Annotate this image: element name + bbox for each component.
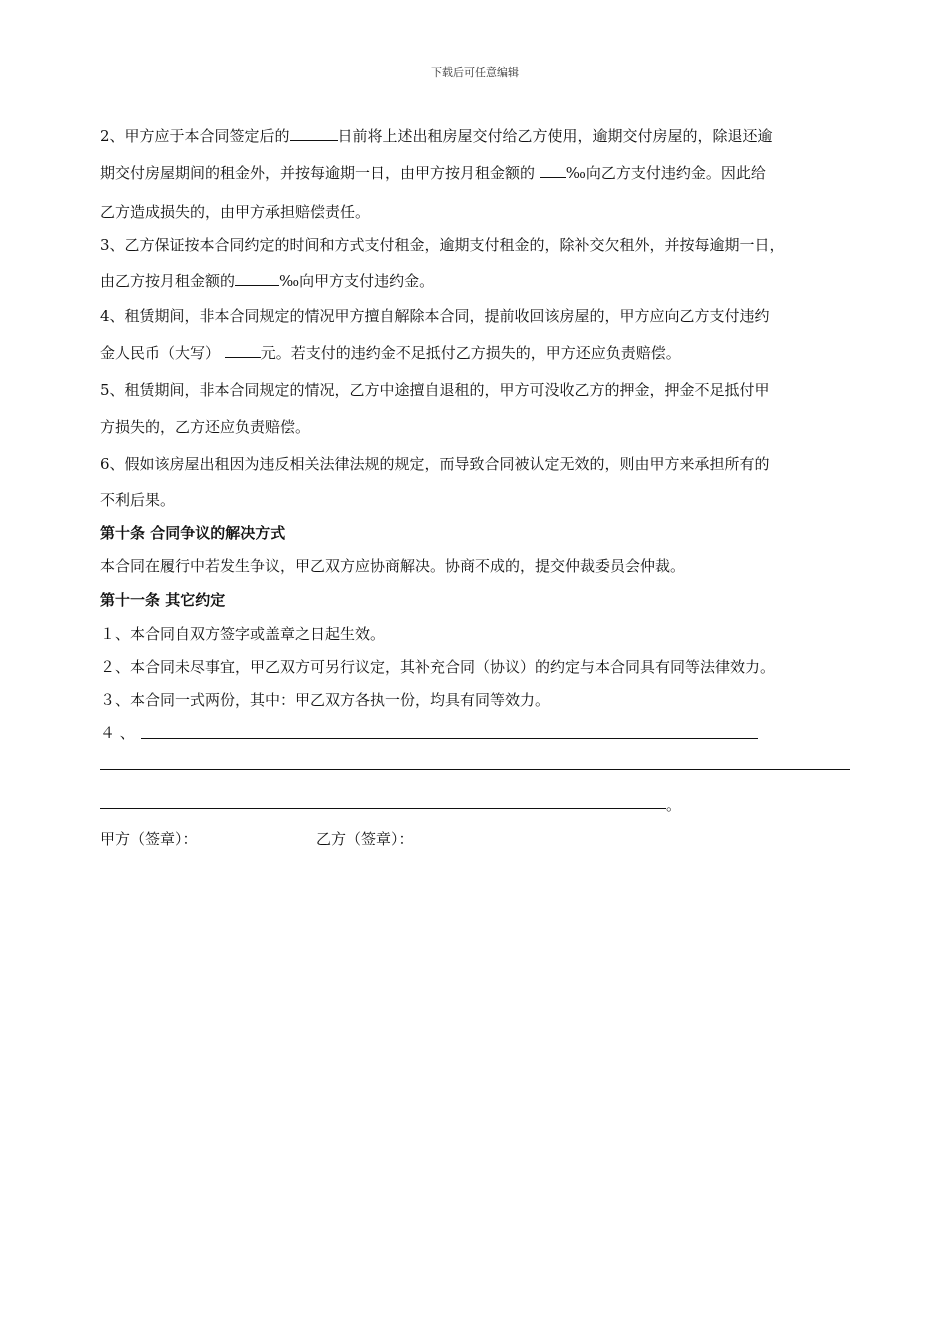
clause5-line2: 方损失的，乙方还应负责赔偿。 — [100, 418, 311, 436]
clause3-line2 — [100, 271, 434, 291]
party-b-signature: 乙方（签章）： — [316, 830, 414, 848]
clause2-line1 — [100, 126, 773, 146]
clause2-line2 — [100, 163, 766, 183]
clause6-line2: 不利后果。 — [100, 491, 176, 509]
article11-item4-prefix: ４ 、 — [100, 724, 135, 742]
clause3-line1: 3、乙方保证按本合同约定的时间和方式支付租金，逾期支付租金的，除补交欠租外，并按每逾期一日， — [100, 236, 785, 254]
clause2-text-b: 日前将上述出租房屋交付给乙方使用，逾期交付房屋的，除退还逾 — [337, 127, 773, 145]
clause2-text-a: 2、甲方应于本合同签定后的 — [100, 127, 290, 145]
clause3-text-b: ‰向甲方支付违约金。 — [279, 272, 435, 290]
item4-blank-line1 — [141, 738, 758, 739]
item4-end-mark: 。 — [666, 796, 682, 814]
article11-item1: １、本合同自双方签字或盖章之日起生效。 — [100, 625, 386, 643]
clause4-line2 — [100, 343, 681, 363]
blank-days — [290, 126, 338, 141]
clause2-text-c: 期交付房屋期间的租金外，并按每逾期一日，由甲方按月租金额的 — [100, 164, 536, 182]
header-note: 下载后可任意编辑 — [431, 66, 519, 79]
clause5-line1: 5、租赁期间，非本合同规定的情况，乙方中途擅自退租的，甲方可没收乙方的押金，押金不足抵付甲 — [100, 381, 770, 399]
clause2-text-d: ‰向乙方支付违约金。因此给 — [565, 164, 766, 182]
clause4-line1: 4、租赁期间，非本合同规定的情况甲方擅自解除本合同，提前收回该房屋的，甲方应向乙方支付违约 — [100, 307, 770, 325]
clause4-text-a: 金人民币（大写） — [100, 344, 221, 362]
article11-heading: 第十一条 其它约定 — [100, 591, 226, 609]
blank-rate-b — [235, 271, 279, 286]
party-a-signature: 甲方（签章）： — [100, 830, 198, 848]
clause2-line3: 乙方造成损失的，由甲方承担赔偿责任。 — [100, 203, 371, 221]
clause4-text-b: 元。若支付的违约金不足抵付乙方损失的，甲方还应负责赔偿。 — [260, 344, 681, 362]
blank-amount — [225, 343, 261, 358]
blank-rate-a — [540, 163, 566, 178]
article10-heading: 第十条 合同争议的解决方式 — [100, 524, 286, 542]
clause6-line1: 6、假如该房屋出租因为违反相关法律法规的规定，而导致合同被认定无效的，则由甲方来承担所有的 — [100, 455, 770, 473]
item4-blank-line2 — [100, 769, 850, 770]
item4-blank-line3 — [100, 808, 666, 809]
article11-item2: ２、本合同未尽事宜，甲乙双方可另行议定，其补充合同（协议）的约定与本合同具有同等法律效力。 — [100, 658, 776, 676]
article11-item3: ３、本合同一式两份，其中：甲乙双方各执一份，均具有同等效力。 — [100, 691, 551, 709]
article10-body: 本合同在履行中若发生争议，甲乙双方应协商解决。协商不成的，提交仲裁委员会仲裁。 — [100, 557, 686, 575]
clause3-text-a: 由乙方按月租金额的 — [100, 272, 236, 290]
